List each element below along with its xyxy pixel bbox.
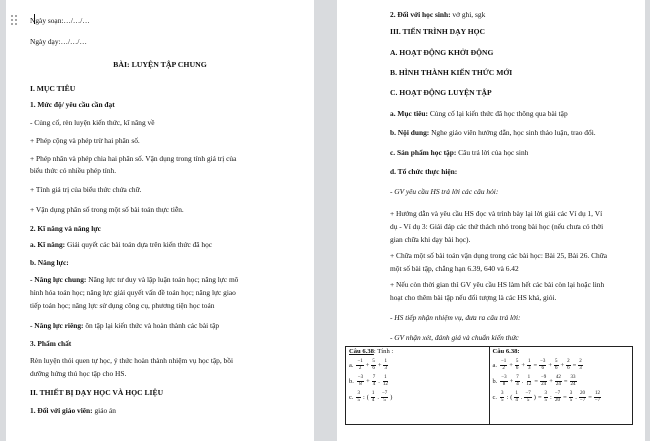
denominator: 5 [569, 397, 573, 403]
denominator: 20 [554, 397, 560, 403]
expression-line [493, 373, 630, 389]
operator: ) [533, 393, 536, 401]
section-muc-tieu[interactable]: I. MỤC TIÊU [30, 84, 76, 93]
solution-rows [493, 357, 630, 405]
text-line[interactable]: gian chữa khi dạy bài học). [390, 235, 471, 244]
exercise-heading-suffix: : Tính : [373, 348, 394, 355]
operator: : [506, 393, 509, 401]
denominator: 6 [515, 365, 519, 371]
item-label: c. [349, 393, 354, 401]
exercise-heading [349, 348, 486, 355]
denominator: 6 [555, 365, 558, 371]
fraction [527, 359, 532, 371]
noi-dung-text: Nghe giáo viên hướng dẫn, học sinh thảo luận, trao đổi. [429, 128, 596, 137]
activity-b[interactable]: B. HÌNH THÀNH KIẾN THỨC MỚI [390, 68, 513, 77]
numerator: −3 [540, 358, 546, 364]
fraction [578, 359, 583, 371]
text-line[interactable]: hoạt cho thêm bài tập nếu đối tượng là các HS khá, giỏi. [390, 293, 557, 302]
muc-tieu[interactable] [390, 109, 568, 118]
fraction [500, 375, 507, 387]
fraction [371, 391, 376, 403]
to-chuc[interactable]: d. Tổ chức thực hiện: [390, 167, 458, 176]
denominator: 3 [384, 365, 387, 371]
san-pham-label: c. Sản phẩm học tập: [390, 148, 457, 157]
fraction [554, 359, 559, 371]
operator: + [509, 377, 514, 385]
skill-a[interactable] [30, 240, 212, 249]
fraction [544, 391, 549, 403]
fraction [554, 391, 561, 403]
fraction [579, 391, 586, 403]
numerator: −3 [357, 374, 364, 380]
sub-muc-do[interactable]: 1. Mức độ/ yêu cầu cần đạt [30, 100, 115, 109]
operator: = [533, 361, 538, 369]
text-line[interactable]: + Chữa một số bài toán vận dụng trong các bài học: Bài 25, Bài 26. Chữa [390, 251, 608, 260]
fraction [555, 375, 562, 387]
denominator: 12 [526, 381, 532, 387]
exercise-heading-label: Câu 6.38 [349, 348, 374, 355]
nl-rieng-text: ôn tập lại kiến thức và hoàn thành các bài tập [83, 321, 220, 330]
text-line[interactable]: + Phép nhân và phép chia hai phân số. Vận dụng trong tính giá trị của [30, 154, 237, 163]
operator: + [366, 377, 370, 385]
right-page [337, 0, 645, 441]
operator: + [548, 361, 553, 369]
san-pham[interactable] [390, 148, 528, 157]
numerator: 1 [384, 358, 387, 364]
operator: : [362, 393, 365, 401]
numerator: 5 [515, 358, 519, 364]
fraction [539, 359, 546, 371]
denominator: 3 [527, 365, 531, 371]
denominator: 6 [541, 365, 544, 371]
gv-text: giáo án [92, 406, 117, 415]
exercise-cell-right[interactable] [489, 347, 633, 425]
text-line[interactable]: - Củng cố, rèn luyện kiến thức, kĩ năng về [30, 118, 155, 127]
numerator: −9 [540, 374, 547, 380]
expression-line [349, 389, 486, 405]
item-label: a. [492, 361, 497, 369]
denominator: −7 [579, 397, 586, 403]
text-line[interactable]: một số bài tập, chẳng hạn 6.39, 640 và 6.42 [390, 264, 519, 273]
operator: : [550, 393, 552, 401]
text-line[interactable]: dụ - Ví dụ 3: Giải đáp các thứ thách nhỏ trong bài học (nếu chưa có thời [390, 222, 604, 231]
fraction [371, 359, 376, 371]
operator: . [575, 393, 577, 401]
item-label: b. [349, 377, 354, 385]
fraction [540, 375, 547, 387]
gv-yeu-cau[interactable]: - GV yêu cầu HS trả lời các câu hỏi: [390, 187, 499, 196]
fraction [383, 359, 388, 371]
numerator: 33 [570, 374, 576, 380]
exercise-rows [349, 357, 486, 405]
solution-heading: Câu 6.38: [492, 348, 520, 355]
nl-rieng-label: - Năng lực riêng: [30, 321, 84, 330]
denominator: −7 [594, 397, 601, 403]
operator: + [365, 361, 370, 369]
denominator: 6 [372, 365, 375, 371]
operator: . [377, 393, 379, 401]
gv-label: 1. Đối với giáo viên: [30, 406, 93, 415]
operator: . [378, 377, 380, 385]
hs-text: vở ghi, sgk [450, 10, 486, 19]
denominator: 5 [526, 397, 530, 403]
text-line[interactable]: biểu thức có nhiều phép tính. [30, 166, 117, 175]
nl-chung[interactable] [30, 275, 238, 284]
denominator: 24 [541, 381, 547, 387]
fraction [381, 391, 388, 403]
fraction [357, 375, 364, 387]
fraction [372, 375, 377, 387]
numerator: −7 [554, 390, 561, 396]
fraction [515, 375, 520, 387]
operator: . [520, 393, 523, 401]
denominator: 2 [502, 365, 505, 371]
denominator: 4 [515, 397, 518, 403]
numerator: −1 [500, 358, 507, 364]
muc-tieu-text: Củng cố lại kiến thức đã học thông qua bài tập [427, 109, 568, 118]
denominator: 2 [358, 365, 362, 371]
text-line[interactable]: + Hướng dẫn và yêu cầu HS đọc và trình bày lại lời giải các Ví dụ 1, Ví [390, 209, 603, 218]
fraction [382, 375, 389, 387]
numerator: 20 [580, 390, 586, 396]
fraction [514, 391, 519, 403]
numerator: 3 [544, 390, 548, 396]
gv-nhan-xet[interactable]: - GV nhận xét, đánh giá và chuẩn kiến thức [390, 333, 519, 342]
text-line[interactable]: Rèn luyện thói quen tự học, ý thức hoàn thành nhiệm vụ học tập, bồi [30, 356, 234, 365]
nl-rieng[interactable] [30, 321, 219, 330]
date-prepared[interactable]: Ngày soạn:…/…/… [30, 16, 90, 25]
nl-chung-text: Năng lực tư duy và lập luận toán học; năng lực mô [86, 275, 239, 284]
numerator: 42 [555, 374, 561, 380]
operator: = [588, 393, 592, 401]
item-label: c. [492, 393, 497, 401]
numerator: 1 [527, 374, 531, 380]
denominator: 8 [502, 381, 506, 387]
sub-pham-chat[interactable]: 3. Phẩm chất [30, 339, 72, 348]
lesson-title[interactable]: BÀI: LUYỆN TẬP CHUNG [113, 60, 207, 69]
hs-tiep-nhan[interactable]: - HS tiếp nhận nhiệm vụ, đưa ra câu trả lời: [390, 313, 521, 322]
denominator: 5 [500, 397, 504, 403]
numerator: 1 [527, 358, 531, 364]
fraction [524, 391, 531, 403]
expression-line [493, 389, 630, 405]
operator: + [377, 361, 382, 369]
date-taught[interactable]: Ngày dạy:…/…/… [30, 37, 87, 46]
denominator: 3 [579, 365, 582, 371]
numerator: 7 [372, 374, 376, 380]
operator: ) [390, 393, 393, 401]
text-line[interactable]: hình hóa toán học; năng lực giải quyết vấn đề toán học; năng lực giao [30, 288, 236, 297]
denominator: 4 [371, 397, 375, 403]
denominator: 12 [382, 381, 388, 387]
text-line[interactable]: + Nếu còn thời gian thì GV yêu cầu HS làm hết các bài còn lại hoặc linh [390, 280, 605, 289]
numerator: 1 [515, 390, 518, 396]
numerator: 12 [594, 390, 600, 396]
numerator: 2 [579, 358, 582, 364]
denominator: 5 [544, 397, 548, 403]
expression-line [349, 373, 486, 389]
operator: ( [366, 393, 369, 401]
fraction [356, 391, 361, 403]
numerator: 1 [371, 390, 375, 396]
hs-label: 2. Đối với học sinh: [390, 10, 451, 19]
text-line[interactable]: + Tính giá trị của biểu thức chứa chữ. [30, 185, 142, 194]
noi-dung-label: b. Nội dung: [390, 128, 430, 137]
item-label: a. [349, 361, 354, 369]
hs-equipment[interactable] [390, 10, 485, 19]
numerator: 2 [567, 358, 570, 364]
item-label: b. [492, 377, 498, 385]
numerator: 3 [357, 390, 360, 396]
section-thiet-bi[interactable]: II. THIẾT BỊ DẠY HỌC VÀ HỌC LIỆU [30, 388, 164, 397]
text-line[interactable]: dưỡng hứng thú học tập cho HS. [30, 369, 127, 378]
operator: = [563, 377, 568, 385]
fraction [525, 375, 532, 387]
fraction [569, 391, 574, 403]
denominator: 5 [357, 397, 360, 403]
exercise-cell-left[interactable] [346, 347, 490, 425]
muc-tieu-label: a. Mục tiêu: [390, 109, 428, 118]
operator: + [509, 361, 513, 369]
numerator: 3 [500, 390, 504, 396]
exercise-table [345, 346, 633, 425]
skill-a-label: a. Kĩ năng: [30, 240, 66, 249]
sub-ki-nang[interactable]: 2. Kĩ năng và năng lực [30, 224, 101, 233]
denominator: 24 [555, 381, 561, 387]
fraction [500, 359, 507, 371]
fraction [570, 375, 577, 387]
gv-equipment[interactable] [30, 406, 116, 415]
numerator: 7 [516, 374, 519, 380]
operator: + [560, 361, 565, 369]
expression-line [349, 357, 486, 373]
expression-line [493, 357, 630, 373]
fraction [356, 359, 363, 371]
operator: + [549, 377, 553, 385]
operator: . [521, 377, 524, 385]
denominator: 24 [570, 381, 576, 387]
numerator: −1 [357, 358, 363, 364]
operator: + [521, 361, 525, 369]
numerator: 5 [372, 358, 375, 364]
activity-a[interactable]: A. HOẠT ĐỘNG KHỞI ĐỘNG [390, 48, 494, 57]
fraction [515, 359, 520, 371]
skill-b-label[interactable]: b. Năng lực: [30, 258, 69, 267]
text-line[interactable]: + Vận dụng phân số trong một số bài toán thực tiễn. [30, 205, 184, 214]
activity-c[interactable]: C. HOẠT ĐỘNG LUYỆN TẬP [390, 88, 492, 97]
operator: ( [510, 393, 513, 401]
text-line[interactable]: tiếp toán học; năng lực sử dụng công cụ, phương tiện học toán [30, 301, 215, 310]
drag-handle-icon[interactable] [11, 15, 19, 35]
fraction [594, 391, 601, 403]
denominator: 5 [383, 397, 386, 403]
operator: = [572, 361, 577, 369]
fraction [566, 359, 571, 371]
fraction [500, 391, 505, 403]
skill-a-text: Giải quyết các bài toán dựa trên kiến thức đã học [65, 240, 213, 249]
numerator: −7 [381, 390, 388, 396]
text-line[interactable]: + Phép cộng và phép trừ hai phân số. [30, 136, 140, 145]
denominator: 8 [359, 381, 362, 387]
operator: = [534, 377, 538, 385]
numerator: −7 [525, 390, 531, 396]
operator: = [537, 393, 542, 401]
numerator: 3 [569, 390, 573, 396]
numerator: 1 [384, 374, 387, 380]
noi-dung[interactable] [390, 128, 596, 137]
numerator: 5 [555, 358, 558, 364]
numerator: −3 [501, 374, 507, 380]
denominator: 4 [516, 381, 519, 387]
operator: = [563, 393, 567, 401]
denominator: 4 [372, 381, 376, 387]
nl-chung-label: - Năng lực chung: [30, 275, 87, 284]
left-page [6, 0, 314, 441]
denominator: 6 [567, 365, 570, 371]
section-tien-trinh[interactable]: III. TIẾN TRÌNH DẠY HỌC [390, 27, 486, 36]
san-pham-text: Câu trả lời của học sinh [456, 148, 529, 157]
